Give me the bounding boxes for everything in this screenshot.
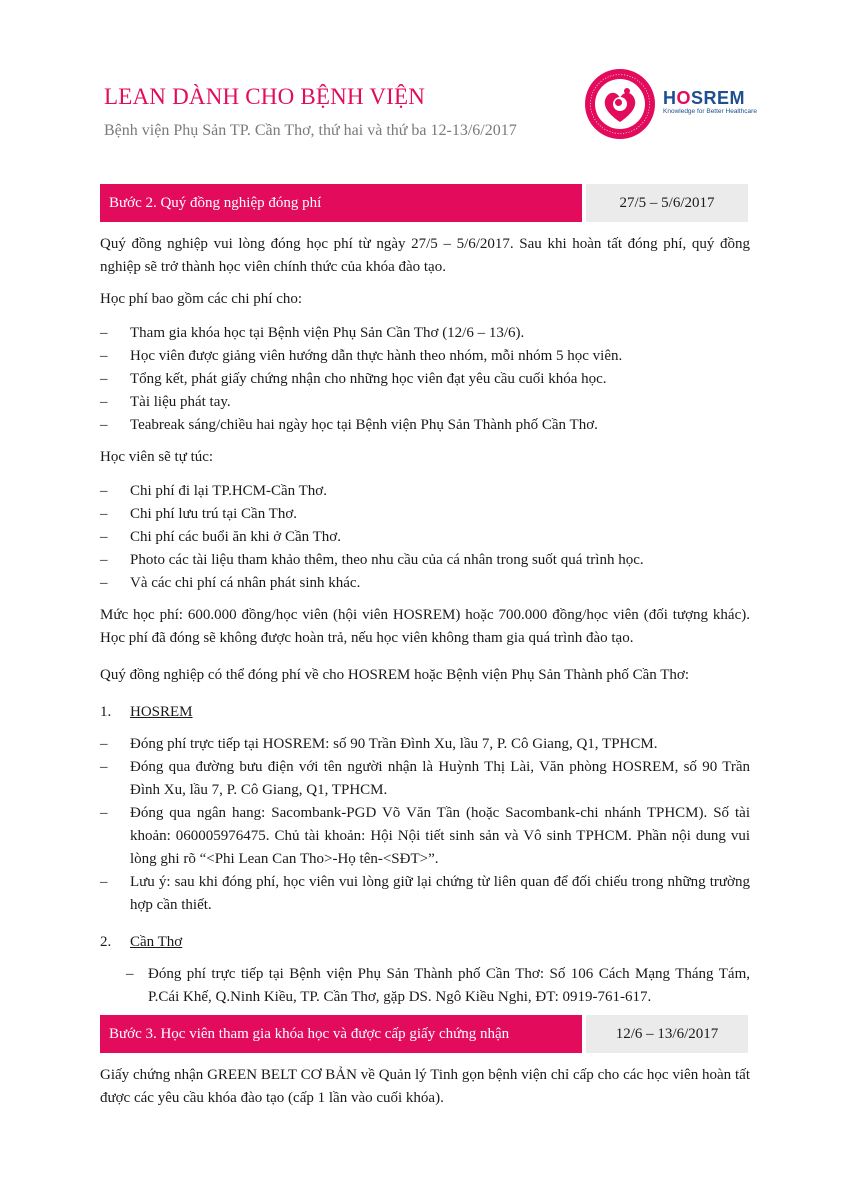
list-item: – Học viên được giảng viên hướng dẫn thực hành theo nhóm, mỗi nhóm 5 học viên.: [100, 348, 623, 364]
hosrem-wordmark: HOSREM: [663, 88, 746, 108]
list-item: – Lưu ý: sau khi đóng phí, học viên vui lòng giữ lại chứng từ liên quan để đối chiếu trong những trường hợp cần thiết.: [100, 874, 750, 913]
step2-intro: Quý đồng nghiệp vui lòng đóng học phí từ ngày 27/5 – 5/6/2017. Sau khi hoàn tất đóng phí, quý đồng nghiệp sẽ trở thành học viên chính thức của khóa đào tạo.: [100, 236, 750, 275]
hosrem-tagline: Knowledge for Better Healthcare: [663, 108, 757, 115]
list-item: – Chi phí lưu trú tại Cần Thơ.: [100, 506, 298, 522]
payment-option-hosrem: 1. HOSREM: [100, 704, 193, 720]
step3-label-bar: Bước 3. Học viên tham gia khóa học và được cấp giấy chứng nhận: [100, 1015, 582, 1053]
list-item: – Đóng phí trực tiếp tại HOSREM: số 90 Trần Đình Xu, lầu 7, P. Cô Giang, Q1, TPHCM.: [100, 736, 658, 752]
step3-date: 12/6 – 13/6/2017: [586, 1015, 748, 1053]
list-item: – Chi phí các buổi ăn khi ở Cần Thơ.: [100, 529, 341, 545]
fee-paragraph: Mức học phí: 600.000 đồng/học viên (hội viên HOSREM) hoặc 700.000 đồng/học viên (đối tượng khác). Học phí đã đóng sẽ không được hoàn trả, nếu học viên không tham gia quá trình đào tạo.: [100, 607, 750, 646]
list-item: – Tổng kết, phát giấy chứng nhận cho những học viên đạt yêu cầu cuối khóa học.: [100, 371, 607, 387]
list-item: – Đóng qua đường bưu điện với tên người nhận là Huỳnh Thị Lài, Văn phòng HOSREM, số 90 Trần Đình Xu, lầu 7, P. Cô Giang, Q1, TPHCM.: [100, 759, 750, 798]
hospital-seal-logo: [583, 67, 657, 141]
self-pay-list: [100, 480, 750, 595]
list-item: – Tài liệu phát tay.: [100, 394, 231, 410]
step3-text: Giấy chứng nhận GREEN BELT CƠ BẢN về Quản lý Tinh gọn bệnh viện chỉ cấp cho các học viên hoàn tất được các yêu cầu khóa đào tạo (cấp 1 lần vào cuối khóa).: [100, 1067, 750, 1106]
includes-list: [100, 322, 750, 437]
hosrem-logo: [663, 88, 757, 115]
payment-option-can-tho: 2. Cần Thơ: [100, 934, 183, 950]
list-item: – Và các chi phí cá nhân phát sinh khác.: [100, 575, 361, 591]
list-item: – Đóng phí trực tiếp tại Bệnh viện Phụ Sản Thành phố Cần Thơ: Số 106 Cách Mạng Tháng Tám, P.Cái Khế, Q.Ninh Kiều, TP. Cần Thơ, gặp DS. Ngô Kiều Nghi, ĐT: 0919-761-617.: [126, 966, 750, 1005]
payment-intro: Quý đồng nghiệp có thể đóng phí về cho HOSREM hoặc Bệnh viện Phụ Sản Thành phố Cần Thơ:: [100, 667, 689, 683]
list-item: – Chi phí đi lại TP.HCM-Cần Thơ.: [100, 483, 327, 499]
step2-body: [100, 233, 750, 1009]
step2-label-bar: Bước 2. Quý đồng nghiệp đóng phí: [100, 184, 582, 222]
includes-heading: Học phí bao gồm các chi phí cho:: [100, 291, 303, 307]
self-pay-heading: Học viên sẽ tự túc:: [100, 449, 214, 465]
can-tho-payment-list: [100, 963, 750, 1009]
list-item: – Teabreak sáng/chiều hai ngày học tại Bệnh viện Phụ Sản Thành phố Cần Thơ.: [100, 417, 598, 433]
step2-date: 27/5 – 5/6/2017: [586, 184, 748, 222]
list-item: – Photo các tài liệu tham khảo thêm, theo nhu cầu của cá nhân trong suốt quá trình học.: [100, 552, 644, 568]
list-item: – Đóng qua ngân hang: Sacombank-PGD Võ Văn Tần (hoặc Sacombank-chi nhánh TPHCM). Số tài khoản: 060005976475. Chủ tài khoản: Hội Nội tiết sinh sản và Vô sinh TPHCM. Phần nội dung vui lòng ghi rõ “<Phi Lean Can Tho>-Họ tên-<SĐT>”.: [100, 805, 750, 867]
hosrem-payment-list: [100, 733, 750, 917]
list-item: – Tham gia khóa học tại Bệnh viện Phụ Sản Cần Thơ (12/6 – 13/6).: [100, 325, 525, 341]
page-title: LEAN DÀNH CHO BỆNH VIỆN: [104, 84, 426, 109]
page-subtitle: Bệnh viện Phụ Sản TP. Cần Thơ, thứ hai và thứ ba 12-13/6/2017: [104, 122, 517, 139]
